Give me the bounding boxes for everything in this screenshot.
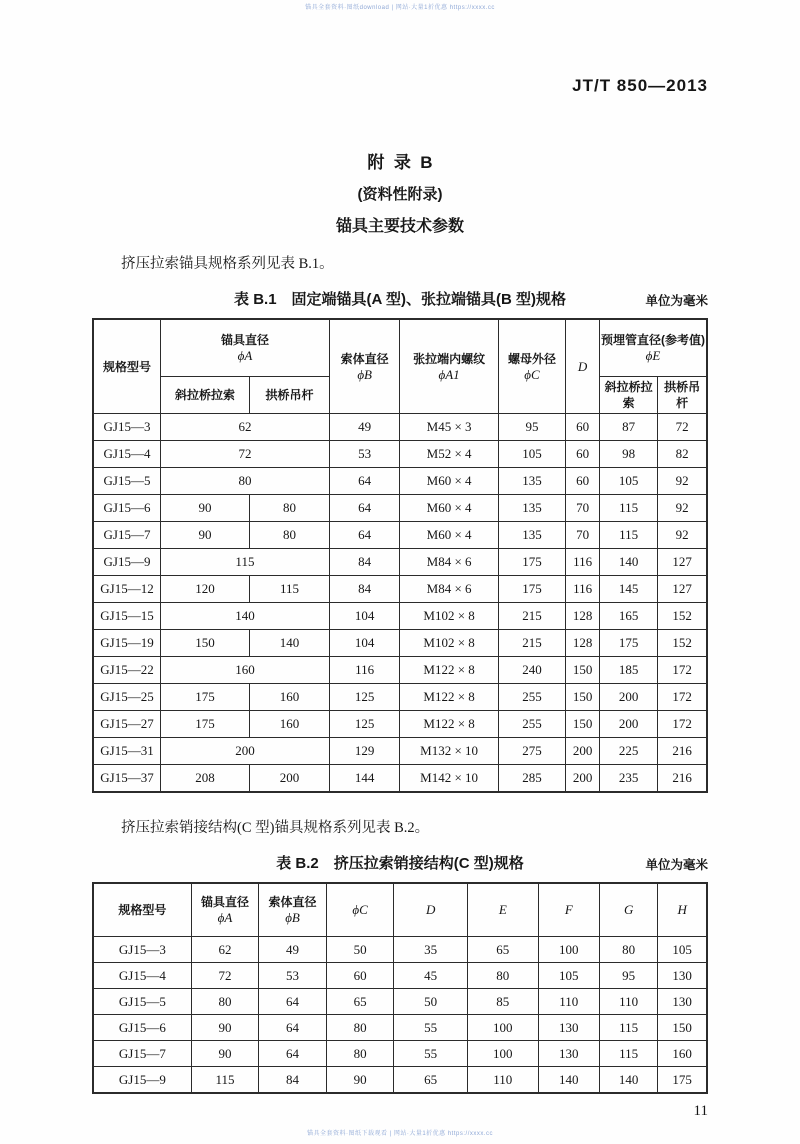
table-cell: 80 bbox=[161, 468, 330, 495]
table-cell: M84 × 6 bbox=[400, 576, 498, 603]
header-tension-thread-label: 张拉端内螺纹 bbox=[413, 351, 486, 366]
table-row bbox=[93, 657, 707, 684]
table-cell: M45 × 3 bbox=[400, 414, 498, 441]
table-cell: 115 bbox=[250, 576, 330, 603]
table-cell: 80 bbox=[191, 989, 259, 1015]
table-cell: 64 bbox=[329, 468, 400, 495]
table-cell: 90 bbox=[191, 1041, 259, 1067]
table-cell: 45 bbox=[394, 963, 468, 989]
table-cell: 90 bbox=[326, 1067, 394, 1094]
table-cell: 55 bbox=[394, 1041, 468, 1067]
table-cell: 115 bbox=[600, 495, 658, 522]
table-cell: M102 × 8 bbox=[400, 603, 498, 630]
table-cell: GJ15—5 bbox=[93, 989, 191, 1015]
header-d bbox=[566, 319, 600, 414]
table-cell: M84 × 6 bbox=[400, 549, 498, 576]
appendix-heading: 锚具主要技术参数 bbox=[335, 218, 464, 235]
table-cell: 128 bbox=[566, 630, 600, 657]
table-cell: 150 bbox=[161, 630, 250, 657]
table-cell: 105 bbox=[658, 937, 707, 963]
table-cell: GJ15—3 bbox=[93, 937, 191, 963]
table-cell: 129 bbox=[329, 738, 400, 765]
table-cell: 150 bbox=[566, 657, 600, 684]
table-row bbox=[93, 989, 707, 1015]
table-cell: M60 × 4 bbox=[400, 522, 498, 549]
table-cell: 104 bbox=[329, 603, 400, 630]
table-row bbox=[93, 630, 707, 657]
table-cell: GJ15—37 bbox=[93, 765, 161, 793]
table-b2 bbox=[92, 882, 708, 1094]
table-cell: 53 bbox=[259, 963, 327, 989]
table-cell: 128 bbox=[566, 603, 600, 630]
watermark-top: 锚具全套资料·图纸download | 网站·大量1折优惠 https://xxxx.cc bbox=[305, 5, 495, 11]
table-cell: GJ15—7 bbox=[93, 522, 161, 549]
table-cell: 92 bbox=[658, 468, 707, 495]
header-body-diameter bbox=[259, 883, 327, 937]
table-cell: 50 bbox=[394, 989, 468, 1015]
table-cell: 130 bbox=[658, 989, 707, 1015]
table-row bbox=[93, 684, 707, 711]
table-cell: 72 bbox=[161, 441, 330, 468]
table-cell: 172 bbox=[658, 684, 707, 711]
table-cell: 60 bbox=[566, 414, 600, 441]
table-cell: 150 bbox=[566, 711, 600, 738]
table-cell: 172 bbox=[658, 711, 707, 738]
table-cell: 80 bbox=[600, 937, 658, 963]
table-row bbox=[93, 1041, 707, 1067]
table-cell: GJ15—5 bbox=[93, 468, 161, 495]
table-cell: 150 bbox=[658, 1015, 707, 1041]
table-cell: GJ15—3 bbox=[93, 414, 161, 441]
table-cell: 140 bbox=[250, 630, 330, 657]
table-cell: 84 bbox=[329, 549, 400, 576]
table-cell: 140 bbox=[600, 1067, 658, 1094]
table-row bbox=[93, 711, 707, 738]
subheader-arch-hanger: 拱桥吊杆 bbox=[250, 377, 330, 414]
table-cell: M52 × 4 bbox=[400, 441, 498, 468]
table-cell: 216 bbox=[658, 738, 707, 765]
table-row bbox=[93, 495, 707, 522]
table-cell: 62 bbox=[191, 937, 259, 963]
table-cell: 105 bbox=[600, 468, 658, 495]
table-cell: 200 bbox=[600, 684, 658, 711]
table-cell: GJ15—12 bbox=[93, 576, 161, 603]
table-cell: 130 bbox=[538, 1041, 599, 1067]
table-cell: 60 bbox=[566, 468, 600, 495]
table-row bbox=[93, 522, 707, 549]
table-cell: 185 bbox=[600, 657, 658, 684]
table-cell: 172 bbox=[658, 657, 707, 684]
f-symbol: F bbox=[564, 902, 573, 917]
table-cell: GJ15—6 bbox=[93, 1015, 191, 1041]
table-cell: 115 bbox=[600, 522, 658, 549]
doc-number: JT/T 850—2013 bbox=[572, 76, 708, 95]
table-cell: M102 × 8 bbox=[400, 630, 498, 657]
table-cell: 175 bbox=[498, 549, 566, 576]
table-cell: 64 bbox=[329, 522, 400, 549]
table-cell: 49 bbox=[329, 414, 400, 441]
table-row bbox=[93, 937, 707, 963]
table-cell: GJ15—19 bbox=[93, 630, 161, 657]
table-cell: 70 bbox=[566, 495, 600, 522]
page-content bbox=[92, 0, 708, 1120]
header-embedded-duct-diameter bbox=[600, 319, 708, 377]
table-b1 bbox=[92, 318, 708, 793]
table-cell: 240 bbox=[498, 657, 566, 684]
table-row bbox=[93, 549, 707, 576]
table-cell: 115 bbox=[161, 549, 330, 576]
table-cell: 65 bbox=[326, 989, 394, 1015]
table-cell: 200 bbox=[566, 765, 600, 793]
table2-caption: 表 B.2 挤压拉索销接结构(C 型)规格 bbox=[276, 855, 524, 872]
table-cell: GJ15—4 bbox=[93, 441, 161, 468]
table-cell: 80 bbox=[326, 1015, 394, 1041]
table-cell: 72 bbox=[191, 963, 259, 989]
table-cell: 35 bbox=[394, 937, 468, 963]
table-cell: 65 bbox=[394, 1067, 468, 1094]
header-embedded-duct-label: 预埋管直径(参考值) bbox=[601, 333, 705, 347]
table-cell: 135 bbox=[498, 495, 566, 522]
table-cell: 55 bbox=[394, 1015, 468, 1041]
table-cell: 255 bbox=[498, 684, 566, 711]
header-anchor-diameter bbox=[161, 319, 330, 377]
header-f bbox=[538, 883, 599, 937]
d-symbol: D bbox=[577, 358, 588, 374]
table-cell: 90 bbox=[161, 495, 250, 522]
subheader-duct-arch-hanger: 拱桥吊杆 bbox=[658, 377, 707, 414]
table-cell: 160 bbox=[250, 711, 330, 738]
phi-a-symbol: ϕA bbox=[217, 910, 233, 925]
table-cell: GJ15—22 bbox=[93, 657, 161, 684]
table-cell: 235 bbox=[600, 765, 658, 793]
table-cell: 64 bbox=[259, 1041, 327, 1067]
table-cell: 160 bbox=[658, 1041, 707, 1067]
table-cell: GJ15—27 bbox=[93, 711, 161, 738]
table-cell: 80 bbox=[326, 1041, 394, 1067]
table-cell: 200 bbox=[566, 738, 600, 765]
appendix-title: 附 录 B bbox=[367, 153, 433, 172]
table-row bbox=[93, 603, 707, 630]
table-cell: 160 bbox=[161, 657, 330, 684]
table-cell: M60 × 4 bbox=[400, 468, 498, 495]
table1-unit-label: 单位为毫米 bbox=[645, 294, 708, 308]
header-g bbox=[600, 883, 658, 937]
table-cell: 62 bbox=[161, 414, 330, 441]
paragraph-table1-intro: 挤压拉索锚具规格系列见表 B.1。 bbox=[121, 256, 334, 272]
table-cell: 50 bbox=[326, 937, 394, 963]
table-cell: 125 bbox=[329, 711, 400, 738]
table-cell: 215 bbox=[498, 630, 566, 657]
table-cell: 80 bbox=[468, 963, 539, 989]
table-cell: 92 bbox=[658, 522, 707, 549]
table-cell: M122 × 8 bbox=[400, 684, 498, 711]
table-cell: M60 × 4 bbox=[400, 495, 498, 522]
table-cell: GJ15—15 bbox=[93, 603, 161, 630]
table-cell: 64 bbox=[259, 1015, 327, 1041]
table-row bbox=[93, 765, 707, 793]
table-cell: 92 bbox=[658, 495, 707, 522]
table-cell: GJ15—9 bbox=[93, 549, 161, 576]
page-number: 11 bbox=[693, 1103, 708, 1119]
table-cell: 140 bbox=[161, 603, 330, 630]
header-anchor-diameter-label: 锚具直径 bbox=[200, 895, 249, 909]
table-cell: 53 bbox=[329, 441, 400, 468]
d-symbol: D bbox=[425, 902, 436, 917]
header-h bbox=[658, 883, 707, 937]
table-cell: 60 bbox=[326, 963, 394, 989]
header-nut-outer-diameter-label: 螺母外径 bbox=[507, 351, 556, 366]
table-cell: 125 bbox=[329, 684, 400, 711]
table-cell: 152 bbox=[658, 630, 707, 657]
table-cell: M122 × 8 bbox=[400, 711, 498, 738]
table-cell: 72 bbox=[658, 414, 707, 441]
table-row bbox=[93, 738, 707, 765]
table-cell: 100 bbox=[538, 937, 599, 963]
table-cell: 285 bbox=[498, 765, 566, 793]
table-b1-body bbox=[93, 414, 707, 793]
table-row bbox=[93, 576, 707, 603]
header-d bbox=[394, 883, 468, 937]
e-symbol: E bbox=[498, 902, 507, 917]
table2-unit-label: 单位为毫米 bbox=[645, 858, 708, 872]
table-cell: 175 bbox=[161, 684, 250, 711]
table-row bbox=[93, 1015, 707, 1041]
table-cell: 144 bbox=[329, 765, 400, 793]
table-cell: 216 bbox=[658, 765, 707, 793]
table-cell: 115 bbox=[600, 1015, 658, 1041]
table-cell: 104 bbox=[329, 630, 400, 657]
table-cell: 49 bbox=[259, 937, 327, 963]
table-cell: 95 bbox=[600, 963, 658, 989]
table-cell: 120 bbox=[161, 576, 250, 603]
table-row bbox=[93, 441, 707, 468]
table-cell: 200 bbox=[250, 765, 330, 793]
table-cell: GJ15—6 bbox=[93, 495, 161, 522]
phi-a1-symbol: ϕA1 bbox=[438, 366, 460, 382]
table-cell: 208 bbox=[161, 765, 250, 793]
table-cell: 64 bbox=[259, 989, 327, 1015]
table-cell: 105 bbox=[498, 441, 566, 468]
phi-b-symbol: ϕB bbox=[285, 910, 300, 925]
subheader-cable-stayed: 斜拉桥拉索 bbox=[161, 377, 250, 414]
table-cell: 115 bbox=[191, 1067, 259, 1094]
table1-caption: 表 B.1 固定端锚具(A 型)、张拉端锚具(B 型)规格 bbox=[234, 291, 566, 308]
header-e bbox=[468, 883, 539, 937]
table-cell: 65 bbox=[468, 937, 539, 963]
table-row bbox=[93, 468, 707, 495]
table2-caption-row bbox=[92, 852, 708, 874]
table-cell: 152 bbox=[658, 603, 707, 630]
table-cell: 110 bbox=[468, 1067, 539, 1094]
g-symbol: G bbox=[623, 902, 634, 917]
table-cell: 87 bbox=[600, 414, 658, 441]
table-cell: 70 bbox=[566, 522, 600, 549]
table-cell: 105 bbox=[538, 963, 599, 989]
table-cell: 175 bbox=[161, 711, 250, 738]
table-cell: 127 bbox=[658, 549, 707, 576]
paragraph-table2-intro: 挤压拉索销接结构(C 型)锚具规格系列见表 B.2。 bbox=[121, 820, 430, 836]
table-cell: 140 bbox=[538, 1067, 599, 1094]
table-cell: 100 bbox=[468, 1041, 539, 1067]
table-cell: 130 bbox=[658, 963, 707, 989]
table-cell: M142 × 10 bbox=[400, 765, 498, 793]
phi-c-symbol: ϕC bbox=[352, 902, 368, 917]
table-cell: 200 bbox=[600, 711, 658, 738]
table-cell: GJ15—4 bbox=[93, 963, 191, 989]
header-model: 规格型号 bbox=[93, 883, 191, 937]
table-cell: 140 bbox=[600, 549, 658, 576]
table-cell: 64 bbox=[329, 495, 400, 522]
table-cell: 60 bbox=[566, 441, 600, 468]
table-cell: 145 bbox=[600, 576, 658, 603]
table-cell: 175 bbox=[498, 576, 566, 603]
table-cell: 84 bbox=[329, 576, 400, 603]
table-cell: 116 bbox=[566, 549, 600, 576]
header-body-diameter bbox=[329, 319, 400, 414]
table-cell: 160 bbox=[250, 684, 330, 711]
table-cell: 80 bbox=[250, 522, 330, 549]
header-anchor-diameter bbox=[191, 883, 259, 937]
subheader-duct-cable-stayed: 斜拉桥拉索 bbox=[600, 377, 658, 414]
phi-b-symbol: ϕB bbox=[357, 366, 372, 382]
table-row bbox=[93, 963, 707, 989]
appendix-subtitle: (资料性附录) bbox=[357, 186, 443, 203]
table-cell: 116 bbox=[566, 576, 600, 603]
table-cell: 135 bbox=[498, 522, 566, 549]
table-b2-body bbox=[93, 937, 707, 1094]
table-cell: GJ15—7 bbox=[93, 1041, 191, 1067]
header-anchor-diameter-label: 锚具直径 bbox=[220, 333, 269, 347]
header-tension-thread bbox=[400, 319, 498, 414]
phi-a-symbol: ϕA bbox=[237, 348, 253, 363]
header-nut-outer-diameter bbox=[498, 319, 566, 414]
table-b2-header bbox=[93, 883, 707, 937]
table-cell: 135 bbox=[498, 468, 566, 495]
table-cell: 100 bbox=[468, 1015, 539, 1041]
watermark-bottom: 锚具全套资料·图纸下载观看 | 网站·大量1折优惠 https://xxxx.cc bbox=[306, 1131, 494, 1137]
table-cell: 110 bbox=[538, 989, 599, 1015]
table1-caption-row bbox=[92, 288, 708, 310]
table-cell: GJ15—25 bbox=[93, 684, 161, 711]
header-body-diameter-label: 索体直径 bbox=[268, 895, 317, 909]
h-symbol: H bbox=[677, 902, 687, 917]
table-cell: 127 bbox=[658, 576, 707, 603]
table-cell: 98 bbox=[600, 441, 658, 468]
table-cell: 84 bbox=[259, 1067, 327, 1094]
table-cell: GJ15—31 bbox=[93, 738, 161, 765]
table-row bbox=[93, 1067, 707, 1094]
table-cell: 255 bbox=[498, 711, 566, 738]
header-model: 规格型号 bbox=[93, 319, 161, 414]
table-cell: 150 bbox=[566, 684, 600, 711]
table-cell: 275 bbox=[498, 738, 566, 765]
header-phi-c bbox=[326, 883, 394, 937]
table-cell: 80 bbox=[250, 495, 330, 522]
table-cell: 225 bbox=[600, 738, 658, 765]
table-cell: M122 × 8 bbox=[400, 657, 498, 684]
table-b1-header bbox=[93, 319, 707, 414]
table-row bbox=[93, 414, 707, 441]
table-cell: 85 bbox=[468, 989, 539, 1015]
table-cell: 90 bbox=[161, 522, 250, 549]
table-cell: M132 × 10 bbox=[400, 738, 498, 765]
table-cell: 200 bbox=[161, 738, 330, 765]
table-cell: 215 bbox=[498, 603, 566, 630]
table-cell: GJ15—9 bbox=[93, 1067, 191, 1094]
table-cell: 116 bbox=[329, 657, 400, 684]
table-cell: 130 bbox=[538, 1015, 599, 1041]
table-cell: 175 bbox=[600, 630, 658, 657]
table-cell: 95 bbox=[498, 414, 566, 441]
phi-c-symbol: ϕC bbox=[524, 366, 540, 382]
table-cell: 115 bbox=[600, 1041, 658, 1067]
table-cell: 165 bbox=[600, 603, 658, 630]
header-body-diameter-label: 索体直径 bbox=[340, 351, 389, 366]
table-cell: 82 bbox=[658, 441, 707, 468]
table-cell: 110 bbox=[600, 989, 658, 1015]
table-cell: 175 bbox=[658, 1067, 707, 1094]
phi-e-symbol: ϕE bbox=[645, 348, 661, 363]
table-cell: 90 bbox=[191, 1015, 259, 1041]
